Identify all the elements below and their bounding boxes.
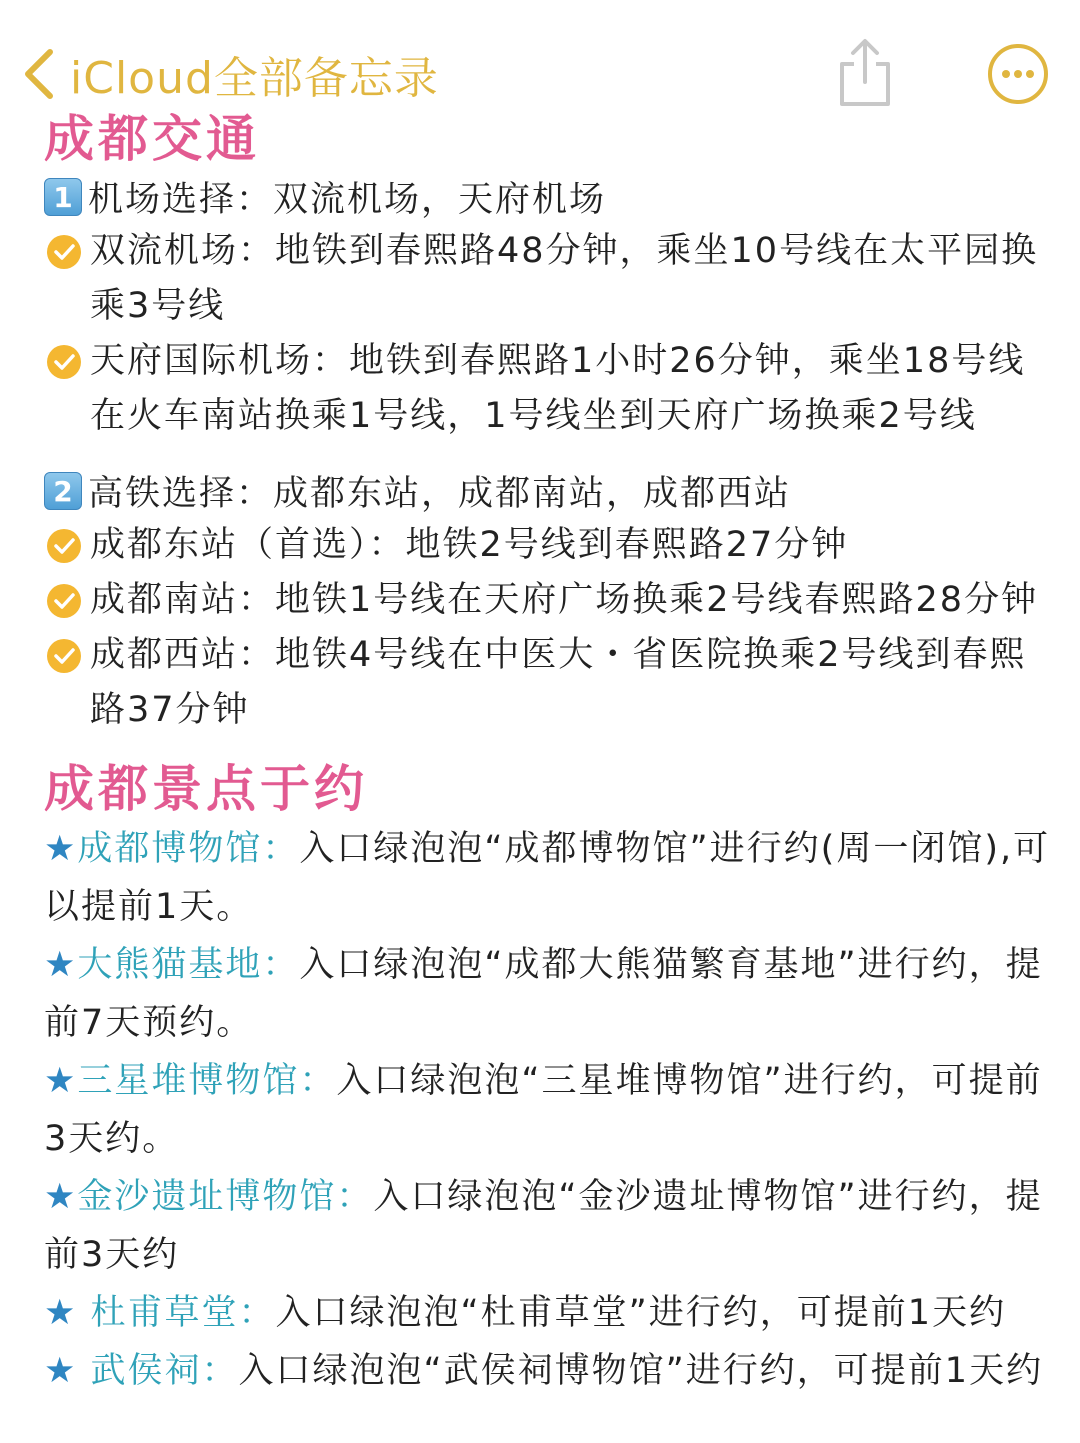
rail-heading (44, 464, 1080, 518)
check-circle-icon (46, 344, 82, 380)
ellipsis-circle-icon (986, 42, 1050, 106)
section-title-attractions: 成都景点于约 (44, 760, 368, 818)
attraction-detail: 入口绿泡泡“杜甫草堂”进行约，可提前1天约 (275, 1293, 1007, 1333)
list-item-text: 天府国际机场：地铁到春熙路1小时26分钟，乘坐18号线在火车南站换乘1号线，1号线坐到天府广场换乘2号线 (90, 341, 1026, 436)
attraction-chengdu-museum (44, 820, 1056, 936)
list-item-east-station (0, 518, 1080, 573)
list-item-west-station (0, 628, 1080, 738)
attraction-name: 金沙遗址博物馆： (77, 1177, 374, 1217)
star-icon: ★ (44, 1061, 78, 1101)
more-button[interactable] (986, 42, 1050, 106)
attraction-name: 大熊猫基地： (77, 945, 300, 985)
star-icon: ★ (44, 1177, 78, 1217)
attraction-detail: 入口绿泡泡“三星堆博物馆”进行约，可提前3天约。 (44, 1061, 1043, 1159)
keycap-2-icon: 2 (44, 472, 82, 510)
attraction-dufu-cottage (44, 1284, 1056, 1342)
attraction-detail: 入口绿泡泡“金沙遗址博物馆”进行约，提前3天约 (44, 1177, 1043, 1275)
back-button[interactable] (22, 42, 439, 106)
list-item-text: 成都东站（首选）：地铁2号线到春熙路27分钟 (90, 525, 849, 565)
attraction-jinsha (44, 1168, 1056, 1284)
attraction-name: 成都博物馆： (77, 829, 300, 869)
keycap-1-icon: 1 (44, 178, 82, 216)
attraction-sanxingdui (44, 1052, 1056, 1168)
attraction-name: 三星堆博物馆： (77, 1061, 337, 1101)
list-item-text: 双流机场：地铁到春熙路48分钟，乘坐10号线在太平园换乘3号线 (90, 231, 1039, 326)
attraction-name: 武侯祠： (90, 1351, 239, 1391)
section-title-transport: 成都交通 (44, 110, 260, 168)
list-item-south-station (0, 573, 1080, 628)
attraction-detail: 入口绿泡泡“武侯祠博物馆”进行约，可提前1天约 (238, 1351, 1044, 1391)
back-label: iCloud全部备忘录 (70, 53, 439, 104)
rail-heading-text: 高铁选择：成都东站，成都南站，成都西站 (88, 474, 792, 514)
check-circle-icon (46, 638, 82, 674)
attraction-panda-base (44, 936, 1056, 1052)
nav-bar (0, 0, 1080, 110)
check-circle-icon (46, 234, 82, 270)
attraction-wuhou-shrine (44, 1342, 1056, 1400)
attraction-detail: 入口绿泡泡“成都博物馆”进行约(周一闭馆),可以提前1天。 (44, 829, 1051, 927)
star-icon: ★ (44, 945, 78, 985)
share-button[interactable] (834, 36, 896, 108)
list-item-text: 成都西站：地铁4号线在中医大・省医院换乘2号线到春熙路37分钟 (90, 635, 1027, 730)
share-icon (834, 36, 896, 108)
airport-heading (44, 170, 1080, 224)
check-circle-icon (46, 528, 82, 564)
chevron-left-icon (22, 48, 56, 100)
list-item-tianfu (0, 334, 1080, 444)
check-circle-icon (46, 583, 82, 619)
star-icon: ★ (44, 829, 78, 869)
list-item-shuangliu (0, 224, 1080, 334)
attraction-name: 杜甫草堂： (90, 1293, 276, 1333)
star-icon: ★ (44, 1351, 91, 1391)
airport-heading-text: 机场选择：双流机场，天府机场 (88, 180, 607, 220)
note-content (0, 108, 1080, 1400)
star-icon: ★ (44, 1293, 91, 1333)
spacer (0, 444, 1080, 464)
attraction-detail: 入口绿泡泡“成都大熊猫繁育基地”进行约，提前7天预约。 (44, 945, 1043, 1043)
list-item-text: 成都南站：地铁1号线在天府广场换乘2号线春熙路28分钟 (90, 580, 1039, 620)
